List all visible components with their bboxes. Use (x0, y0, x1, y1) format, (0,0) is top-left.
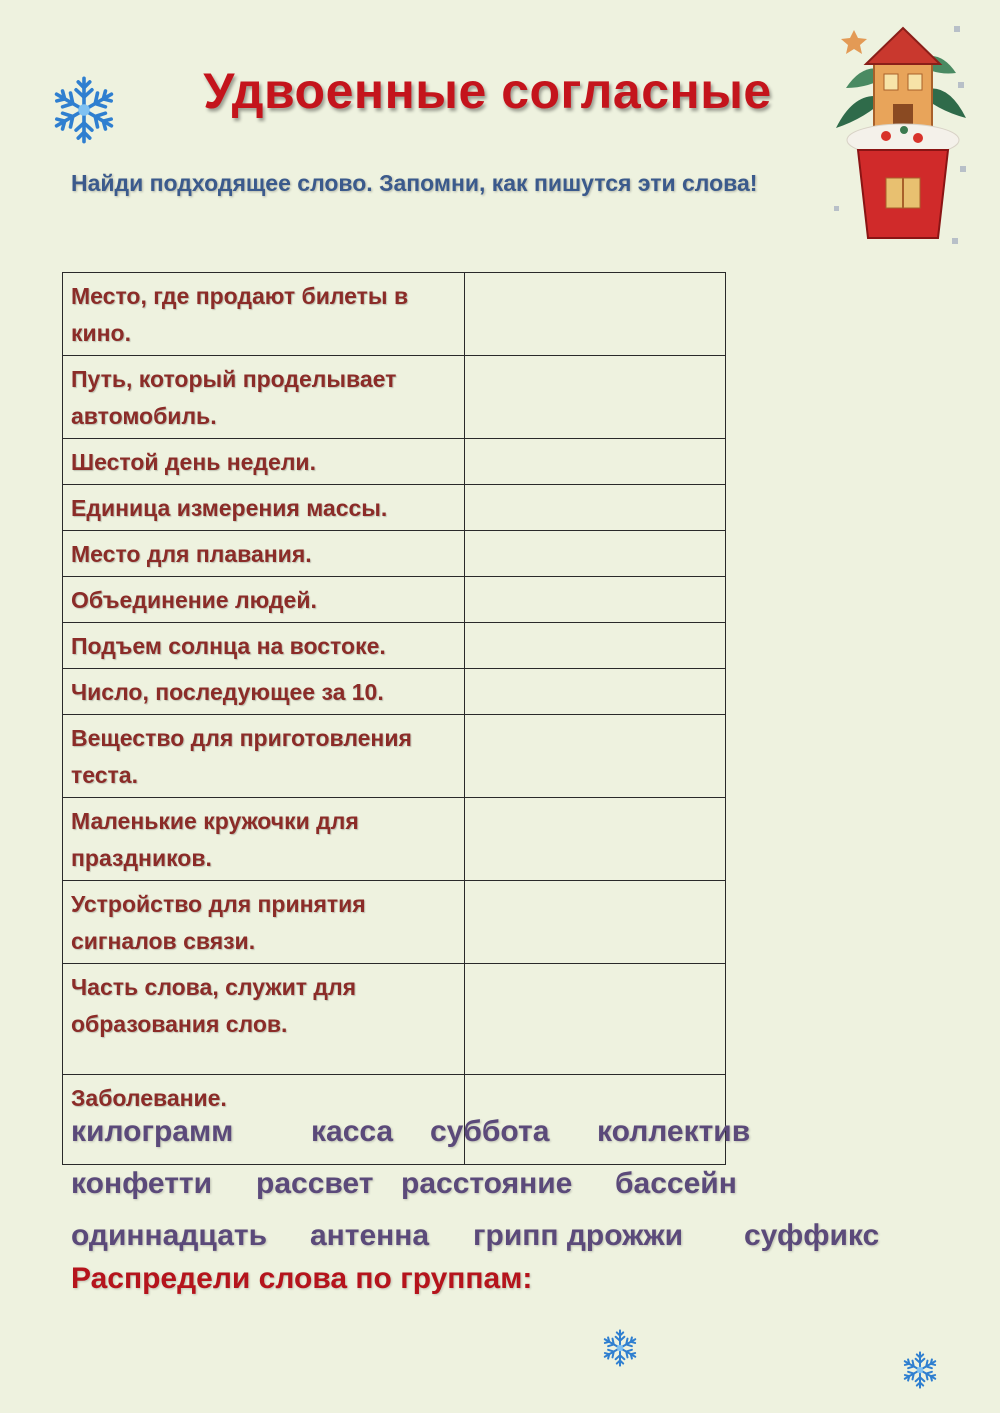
table-row (63, 485, 726, 531)
answer-cell[interactable] (465, 439, 726, 485)
table-row (63, 439, 726, 485)
word-item: рассвет (256, 1167, 374, 1200)
answer-cell[interactable] (465, 964, 726, 1075)
table-row (63, 798, 726, 881)
page-title: Удвоенные согласные (203, 63, 772, 119)
question-cell: Шестой день недели. (63, 439, 465, 485)
answer-cell[interactable] (465, 273, 726, 356)
answer-cell[interactable] (465, 881, 726, 964)
word-item: расстояние (401, 1167, 573, 1200)
word-item: коллектив (597, 1115, 751, 1148)
word-item: килограмм (71, 1115, 234, 1148)
table-row (63, 356, 726, 439)
word-bank-line (71, 1158, 971, 1210)
question-cell: Маленькие кружочки для праздников. (63, 798, 465, 881)
question-cell: Число, последующее за 10. (63, 669, 465, 715)
answer-cell[interactable] (465, 485, 726, 531)
question-cell: Объединение людей. (63, 577, 465, 623)
instruction-text: Найди подходящее слово. Запомни, как пишутся эти слова! (71, 170, 758, 196)
table-row (63, 273, 726, 356)
word-item: антенна (310, 1219, 430, 1252)
question-cell: Единица измерения массы. (63, 485, 465, 531)
table-row (63, 577, 726, 623)
table-row (63, 623, 726, 669)
answer-cell[interactable] (465, 531, 726, 577)
word-bank-line (71, 1210, 971, 1262)
question-cell: Часть слова, служит для образования слов. (63, 964, 465, 1075)
answer-cell[interactable] (465, 623, 726, 669)
answer-cell[interactable] (465, 715, 726, 798)
answer-cell[interactable] (465, 356, 726, 439)
word-item: бассейн (615, 1167, 737, 1200)
table-row (63, 964, 726, 1075)
question-cell: Путь, который проделывает автомобиль. (63, 356, 465, 439)
table-row (63, 881, 726, 964)
gingerbread-house-icon (826, 18, 976, 250)
answer-cell[interactable] (465, 577, 726, 623)
snowflake-icon (900, 1350, 940, 1390)
question-cell: Вещество для приготовления теста. (63, 715, 465, 798)
table-row (63, 669, 726, 715)
question-cell: Место, где продают билеты в кино. (63, 273, 465, 356)
question-cell: Устройство для принятия сигналов связи. (63, 881, 465, 964)
word-bank (71, 1106, 971, 1262)
table-row (63, 531, 726, 577)
word-item: касса (311, 1115, 394, 1148)
answer-cell[interactable] (465, 669, 726, 715)
question-cell: Заболевание. (63, 1075, 465, 1165)
word-item: грипп дрожжи (473, 1219, 684, 1252)
task2-heading: Распредели слова по группам: (71, 1262, 533, 1295)
question-cell: Место для плавания. (63, 531, 465, 577)
question-cell: Подъем солнца на востоке. (63, 623, 465, 669)
answer-cell[interactable] (465, 798, 726, 881)
task-table (62, 272, 726, 1165)
snowflake-icon (600, 1328, 640, 1368)
word-item: суффикс (744, 1219, 880, 1252)
word-item: суббота (430, 1115, 550, 1148)
word-item: одиннадцать (71, 1219, 268, 1252)
word-item: конфетти (71, 1167, 213, 1200)
word-bank-line (71, 1106, 971, 1158)
table-row (63, 715, 726, 798)
